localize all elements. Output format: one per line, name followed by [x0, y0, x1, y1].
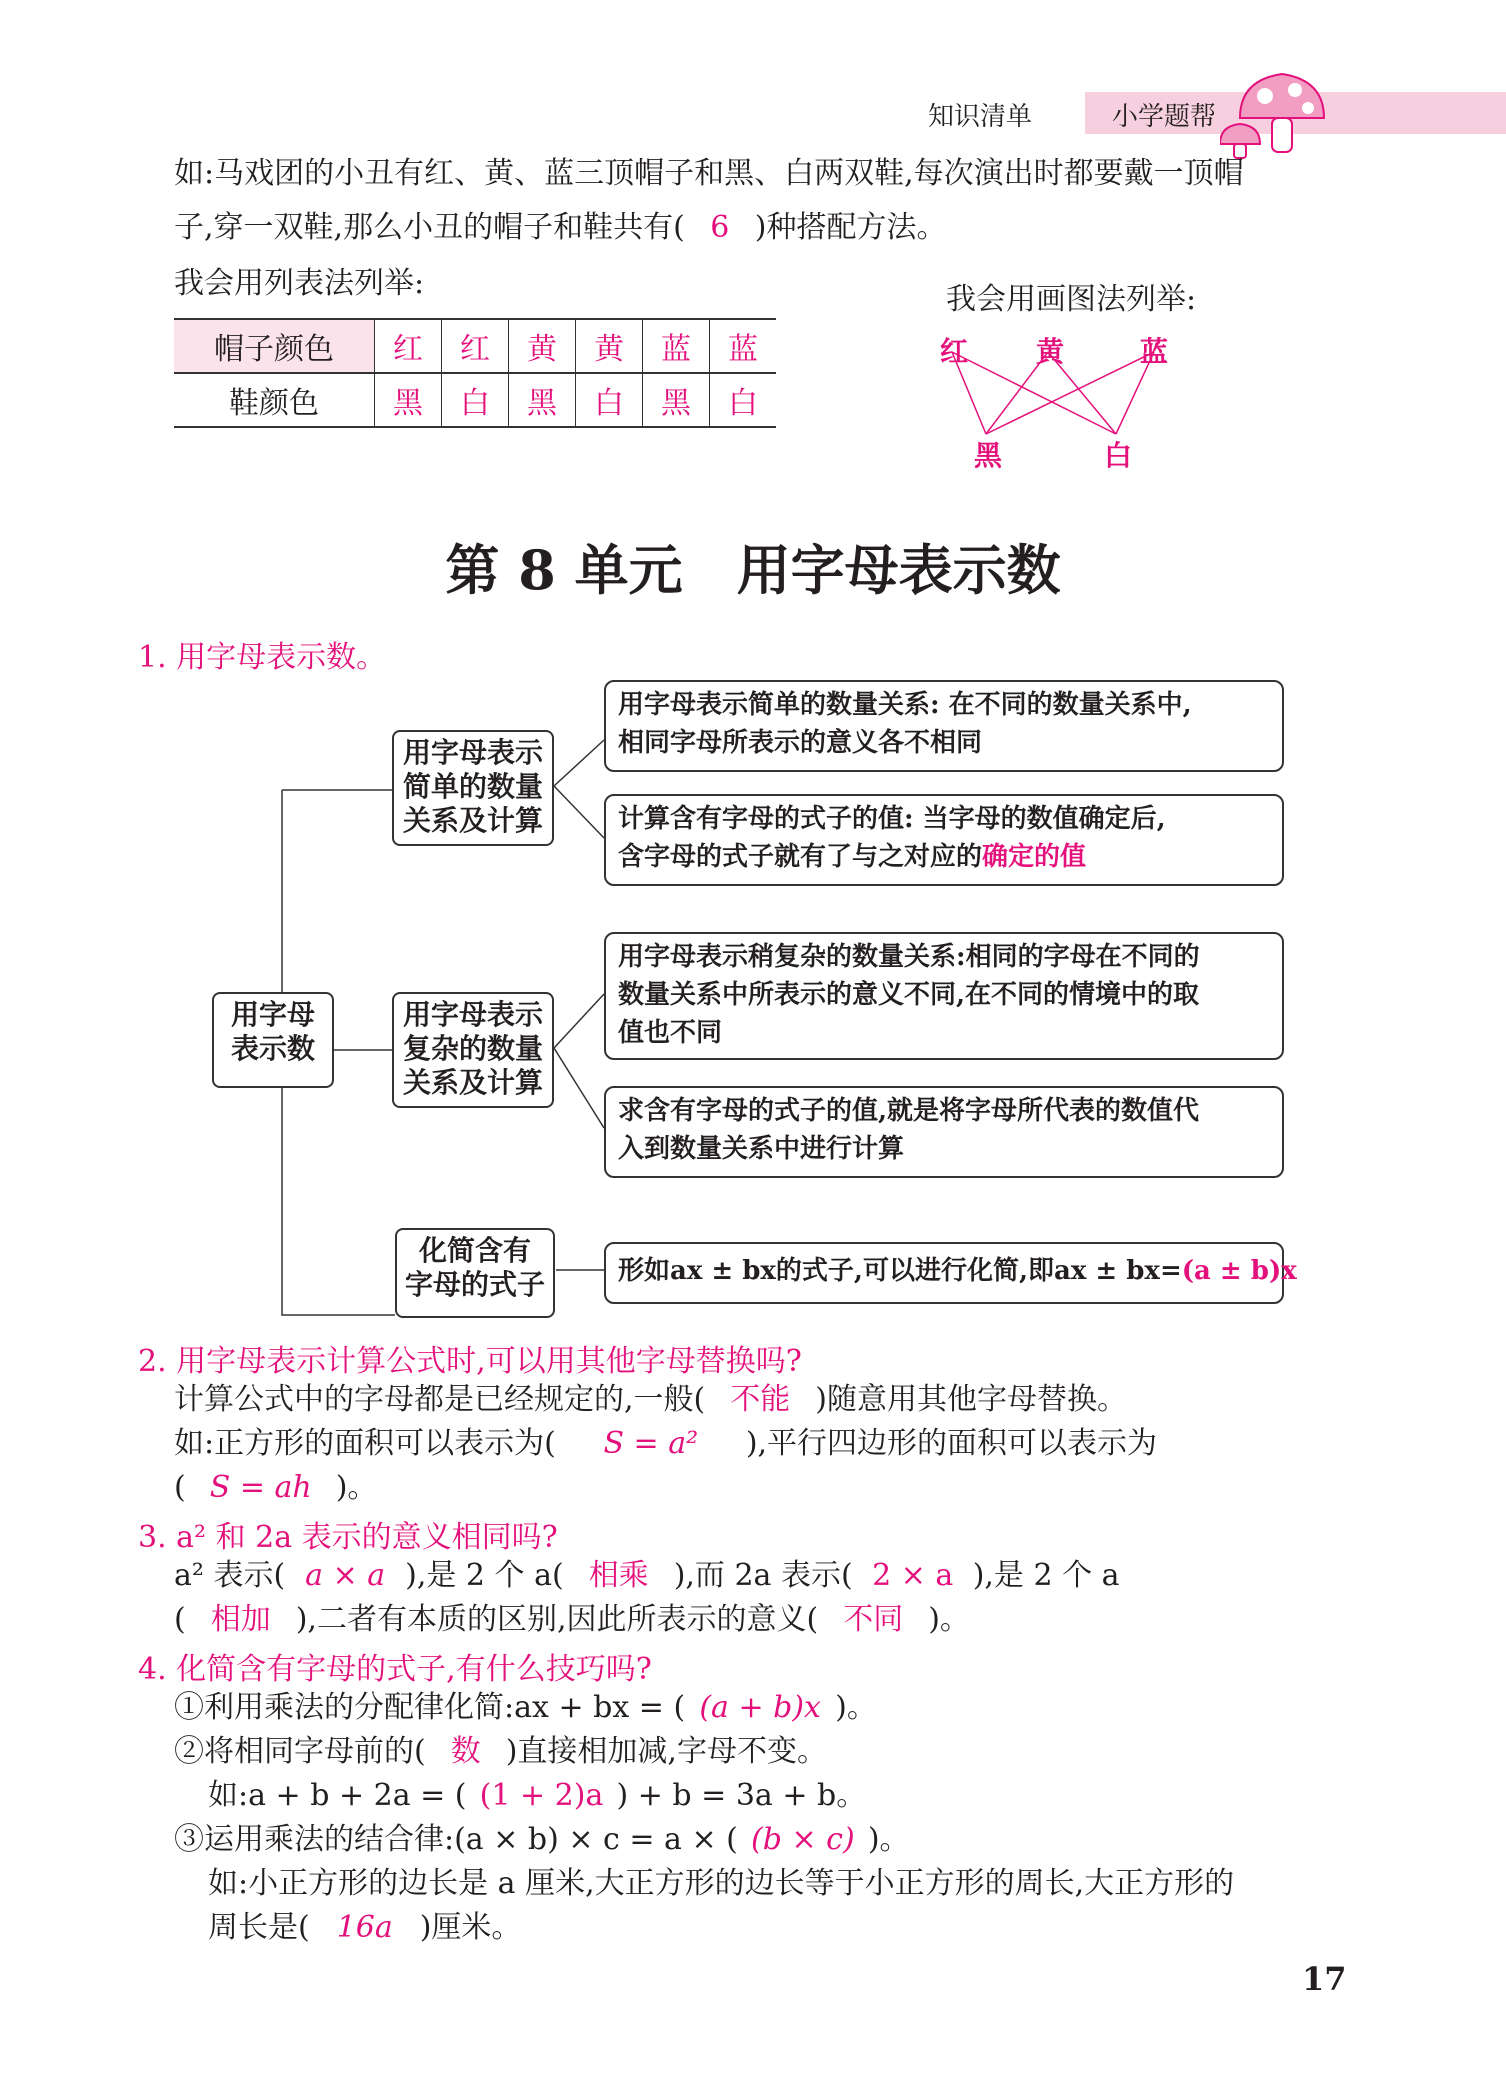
table-method-label: 我会用列表法列举: [174, 266, 425, 301]
q2-answer-2: S = a² [603, 1426, 699, 1461]
q4-line-4 [174, 1820, 910, 1860]
leaf-line: 数量关系中所表示的意义不同,在不同的情境中的取 [618, 980, 1200, 1010]
q2-text: )。 [335, 1470, 378, 1505]
page-number: 17 [1302, 1960, 1347, 1998]
diagram-node-white: 白 [1104, 439, 1133, 472]
q2-text: ),平行四边形的面积可以表示为 [745, 1426, 1158, 1461]
q3-text: ),是 2 个 a [972, 1558, 1120, 1593]
q4-line-3 [208, 1776, 866, 1816]
leaf-line: 相同字母所表示的意义各不相同 [618, 728, 983, 758]
q3-line-1 [174, 1556, 1120, 1596]
q3-text: ),是 2 个 a( [405, 1558, 564, 1593]
q3-text: ),而 2a 表示( [673, 1558, 853, 1593]
table-row-head: 鞋颜色 [229, 386, 319, 421]
table-cell: 蓝 [710, 319, 777, 373]
q4-text: )。 [867, 1822, 910, 1857]
branch-line: 关系及计算 [402, 1066, 543, 1099]
table-cell: 红 [375, 319, 442, 373]
diagram-node-black: 黑 [974, 439, 1003, 472]
q4-text: ③运用乘法的结合律:(a × b) × c = a × ( [174, 1822, 738, 1857]
q2-answer-3: S = ah [209, 1470, 312, 1505]
concept-root-line: 用字母 [230, 998, 315, 1031]
leaf-line: 计算含有字母的式子的值: 当字母的数值确定后, [618, 804, 1166, 834]
q4-answer: (1 + 2)a [479, 1778, 604, 1813]
concept-branch-simple [392, 730, 554, 846]
q4-text: )。 [835, 1690, 877, 1725]
leaf-line: 值也不同 [618, 1018, 723, 1048]
leaf-line: 用字母表示稍复杂的数量关系:相同的字母在不同的 [618, 942, 1200, 972]
question-3-title: 3. a² 和 2a 表示的意义相同吗? [138, 1520, 558, 1555]
q3-line-2 [174, 1600, 970, 1640]
q4-text: ) + b = 3a + b。 [616, 1778, 867, 1813]
concept-leaf-simplify [604, 1242, 1297, 1304]
q4-line-2 [174, 1732, 827, 1772]
q3-answer: 相加 [210, 1602, 271, 1637]
table-cell: 黑 [509, 373, 576, 427]
concept-leaf-complex-relation [604, 932, 1284, 1060]
branch-line: 用字母表示 [402, 736, 543, 769]
table-cell: 红 [442, 319, 509, 373]
q4-line-6 [208, 1908, 521, 1948]
table-cell: 黑 [643, 373, 710, 427]
leaf-line: 入到数量关系中进行计算 [618, 1134, 905, 1164]
q3-text: ),二者有本质的区别,因此所表示的意义( [295, 1602, 819, 1637]
example-line-1: 如:马戏团的小丑有红、黄、蓝三顶帽子和黑、白两双鞋,每次演出时都要戴一顶帽 [174, 156, 1244, 191]
q3-answer: a × a [305, 1558, 386, 1593]
q2-text: )随意用其他字母替换。 [815, 1382, 1127, 1417]
q4-answer: 16a [336, 1910, 393, 1945]
q2-text: 如:正方形的面积可以表示为( [174, 1426, 556, 1461]
example-answer: 6 [710, 210, 730, 245]
q2-text: ( [174, 1470, 186, 1505]
q4-text: 如:a + b + 2a = ( [208, 1778, 467, 1813]
q4-text: )直接相加减,字母不变。 [505, 1734, 827, 1769]
concept-leaf-substitute [604, 1086, 1284, 1178]
concept-branch-simplify [395, 1228, 555, 1318]
leaf-line: 用字母表示简单的数量关系: 在不同的数量关系中, [618, 690, 1192, 720]
q2-answer-1: 不能 [730, 1382, 791, 1417]
concept-branch-complex [392, 992, 554, 1108]
leaf-line: 求含有字母的式子的值,就是将字母所代表的数值代 [618, 1096, 1200, 1126]
q4-answer: 数 [450, 1734, 481, 1769]
q2-text: 计算公式中的字母都是已经规定的,一般( [174, 1382, 706, 1417]
branch-line: 用字母表示 [402, 998, 543, 1031]
leaf-line [618, 838, 1270, 876]
q2-line-3 [174, 1468, 377, 1508]
table-row-head: 帽子颜色 [174, 319, 375, 373]
draw-method-label: 我会用画图法列举: [946, 282, 1197, 317]
q2-line-2 [174, 1424, 1157, 1464]
table-cell: 白 [442, 373, 509, 427]
question-1-title: 1. 用字母表示数。 [138, 640, 387, 675]
branch-line: 关系及计算 [402, 804, 543, 837]
q4-line-1 [174, 1688, 877, 1728]
q3-answer: 不同 [843, 1602, 904, 1637]
unit-title: 第 8 单元 用字母表示数 [445, 538, 1061, 602]
concept-leaf-simple-relation [604, 680, 1284, 772]
table-cell: 黄 [576, 319, 643, 373]
leaf-text: 形如ax ± bx的式子,可以进行化简,即ax ± bx= [618, 1256, 1182, 1286]
table-cell: 白 [710, 373, 777, 427]
concept-leaf-evaluate [604, 794, 1284, 886]
leaf-highlight: x [1281, 1256, 1297, 1286]
diagram-node-blue: 蓝 [1140, 335, 1169, 368]
q3-text: ( [174, 1602, 186, 1637]
table-cell: 黄 [509, 319, 576, 373]
q4-answer: (b × c) [751, 1822, 855, 1857]
q2-line-1 [174, 1380, 1127, 1420]
concept-root-line: 表示数 [230, 1032, 315, 1065]
header-section-label: 知识清单 [928, 102, 1033, 132]
q4-text: )厘米。 [419, 1910, 522, 1945]
leaf-highlight: (a ± b) [1181, 1256, 1282, 1286]
q4-text: ②将相同字母前的( [174, 1734, 426, 1769]
table-cell: 黑 [375, 373, 442, 427]
header-brand-label: 小学题帮 [1112, 102, 1217, 132]
question-2-title: 2. 用字母表示计算公式时,可以用其他字母替换吗? [138, 1344, 802, 1379]
concept-root [212, 992, 334, 1088]
q3-text: )。 [928, 1602, 970, 1637]
q4-line-5: 如:小正方形的边长是 a 厘米,大正方形的边长等于小正方形的周长,大正方形的 [208, 1866, 1235, 1901]
q3-answer: 2 × a [872, 1558, 954, 1593]
q4-text: 周长是( [208, 1910, 310, 1945]
branch-line: 字母的式子 [404, 1268, 545, 1301]
q4-text: ①利用乘法的分配律化简:ax + bx = ( [174, 1690, 686, 1725]
diagram-node-red: 红 [940, 335, 969, 368]
example-line-2-post: )种搭配方法。 [754, 210, 947, 245]
leaf-highlight: 确定的值 [982, 842, 1087, 872]
table-cell: 白 [576, 373, 643, 427]
question-4-title: 4. 化简含有字母的式子,有什么技巧吗? [138, 1652, 652, 1687]
branch-line: 化简含有 [418, 1234, 531, 1267]
branch-line: 简单的数量 [402, 770, 543, 803]
q3-text: a² 表示( [174, 1558, 286, 1593]
example-line-2-pre: 子,穿一双鞋,那么小丑的帽子和鞋共有( [174, 210, 685, 245]
table-cell: 蓝 [643, 319, 710, 373]
diagram-node-yellow: 黄 [1036, 335, 1065, 368]
q3-answer: 相乘 [588, 1558, 649, 1593]
branch-line: 复杂的数量 [402, 1032, 543, 1065]
q4-answer: (a + b)x [699, 1690, 821, 1725]
leaf-text: 含字母的式子就有了与之对应的 [618, 842, 983, 872]
